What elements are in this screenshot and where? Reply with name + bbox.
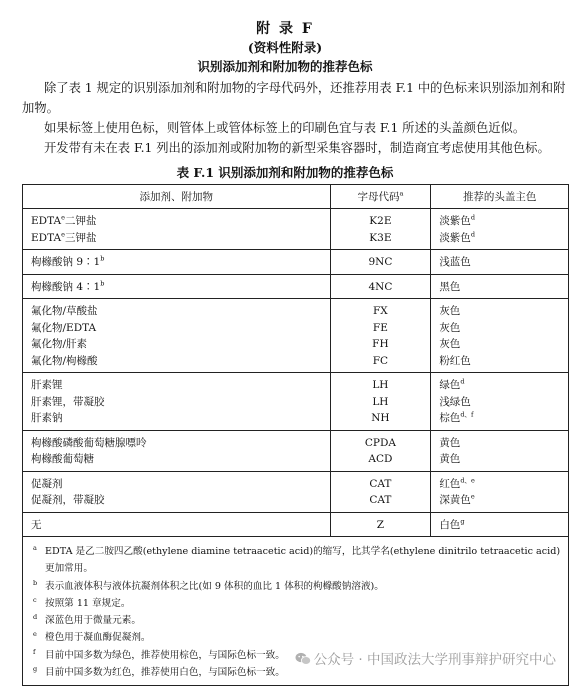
additive-name-text: 无: [31, 518, 42, 531]
footnote-text: 深蓝色用于微量元素。: [45, 615, 141, 627]
cap-color-sup: d、e: [460, 476, 475, 484]
additive-name-sup: b: [100, 279, 105, 287]
footnote-line: [45, 560, 560, 577]
table-row: [23, 250, 569, 275]
additive-name-text: 氟化物/EDTA: [31, 321, 97, 334]
additive-cell: [23, 299, 331, 373]
paragraph-1-line-1: 除了表 1 规定的识别添加剂和附加物的字母代码外，还推荐用表 F.1 中的色标来识别添加剂和附: [44, 81, 566, 95]
code-cell: [330, 512, 431, 537]
paragraph-1-line-2: 加物。: [22, 101, 59, 115]
watermark: [295, 648, 556, 668]
letter-code: 4NC: [368, 280, 393, 293]
letter-code: NH: [371, 412, 390, 424]
table-row: [23, 471, 569, 512]
header-additive: 添加剂、附加物: [23, 185, 331, 209]
cap-color-text: 棕色: [439, 412, 461, 424]
additive-name-sup: e: [61, 213, 65, 222]
wechat-icon: [295, 652, 311, 666]
footnote-text: 橙色用于凝血酶促凝剂。: [45, 632, 151, 644]
additive-name-text: 氟化物/枸橼酸: [31, 354, 98, 367]
cap-color-sup: d、f: [460, 410, 474, 419]
cap-color-sup: d: [470, 230, 475, 238]
cap-color-sup: e: [470, 492, 475, 501]
additive-name: [31, 254, 330, 271]
letter-code: FX: [373, 305, 388, 317]
table-header-row: [23, 185, 569, 209]
cap-color-sup: g: [460, 517, 465, 525]
additive-name: [31, 279, 330, 296]
letter-code: LH: [372, 395, 389, 408]
additive-name: [31, 394, 330, 411]
table-row: [23, 512, 569, 537]
additive-name-text: 肝素锂，带凝胶: [31, 395, 105, 408]
header-code-sup: a: [399, 189, 404, 198]
additive-name-text: 肝素钠: [31, 412, 63, 424]
table-row: [23, 209, 569, 250]
cap-color: [439, 435, 568, 452]
additive-cell: [23, 512, 331, 537]
footnote-text: 目前中国多数为红色，推荐使用白色，与国际色标一致。: [45, 667, 285, 679]
footnote-text: EDTA 是乙二胺四乙酸(ethylene diamine tetraacetic acid)的缩写，比其学名(ethylene dinitrilo tetraacetic acid): [45, 546, 561, 557]
cap-color-text: 白色: [439, 518, 461, 531]
cap-color: [439, 230, 568, 247]
table-caption: 表 F.1 识别添加剂和附加物的推荐色标: [176, 165, 394, 180]
table-body: [23, 209, 569, 537]
additive-cell: [23, 274, 331, 299]
additive-name-text: EDTA: [31, 215, 62, 227]
additive-name-text: 枸橼酸钠 9∶1: [31, 256, 101, 268]
additive-name-text: 枸橼酸磷酸葡萄糖腺嘌呤: [31, 436, 147, 449]
additive-name: [31, 435, 330, 452]
color-cell: [431, 373, 569, 431]
cap-color-text: 黄色: [439, 453, 461, 465]
watermark-text: 公众号 · 中国政法大学刑事辩护研究中心: [313, 652, 556, 668]
additive-name: [31, 303, 330, 320]
footnote-text: 目前中国多数为绿色，推荐使用棕色，与国际色标一致。: [45, 649, 285, 661]
color-cell: [431, 512, 569, 537]
additive-name: [31, 377, 330, 394]
cap-color-text: 淡紫色: [439, 215, 471, 227]
additive-name: [31, 320, 330, 337]
color-cell: [431, 209, 569, 250]
additive-name-text: 肝素锂: [31, 379, 63, 391]
code-cell: [330, 209, 431, 250]
letter-code: FE: [372, 321, 388, 334]
additive-name-text: 枸橼酸钠 4∶1: [31, 280, 101, 293]
cap-color-text: 灰色: [439, 338, 461, 350]
footnote-line: b 表示血液体积与液体抗凝剂体积之比(如 9 体积的血比 1 体积的枸橼酸钠溶液)。: [33, 578, 384, 592]
additive-name-text: 促凝剂，带凝胶: [31, 494, 105, 506]
cap-color: [439, 254, 568, 271]
cap-color: [439, 336, 568, 353]
code-cell: [330, 471, 431, 512]
additive-name-rest: 二钾盐: [64, 215, 97, 227]
footnote-line: c 按照第 11 章规定。: [33, 595, 131, 609]
annex-type: (资料性附录): [247, 40, 323, 55]
cap-color-text: 粉红色: [439, 354, 471, 367]
additive-name: [31, 230, 330, 247]
footnote-line: a EDTA 是乙二胺四乙酸(ethylene diamine tetraacetic acid)的缩写，比其学名(ethylene dinitrilo tetraacetic acid): [33, 544, 561, 557]
cap-color: [439, 320, 568, 337]
footnote-line: f 目前中国多数为绿色，推荐使用棕色，与国际色标一致。: [33, 647, 285, 661]
letter-code: K3E: [369, 231, 392, 244]
cap-color: [439, 492, 568, 509]
cap-color-text: 灰色: [439, 321, 461, 334]
additive-name: [31, 336, 330, 353]
letter-code: Z: [376, 518, 385, 531]
footnote-text: 表示血液体积与液体抗凝剂体积之比(如 9 体积的血比 1 体积的枸橼酸钠溶液)。: [45, 580, 384, 592]
color-cell: [431, 250, 569, 275]
letter-code: CAT: [369, 494, 392, 506]
cap-color-text: 淡紫色: [439, 231, 471, 244]
cap-color-text: 红色: [439, 477, 461, 490]
letter-code: LH: [372, 379, 389, 391]
additive-name-sup: e: [61, 230, 65, 238]
color-cell: [431, 274, 569, 299]
additive-name-text: 枸橼酸葡萄糖: [31, 453, 94, 465]
letter-code: CAT: [369, 477, 392, 490]
code-cell: [330, 274, 431, 299]
letter-code: FC: [372, 354, 389, 367]
cap-color-sup: d: [470, 213, 475, 222]
additive-name-text: EDTA: [31, 231, 62, 244]
code-cell: [330, 430, 431, 471]
additive-cell: [23, 471, 331, 512]
paragraph-2: 如果标签上使用色标，则管体上或管体标签上的印刷色宜与表 F.1 所述的头盖颜色近似。: [44, 121, 526, 135]
letter-code: CPDA: [364, 436, 396, 449]
footnote-line: d 深蓝色用于微量元素。: [33, 613, 141, 627]
code-cell: [330, 250, 431, 275]
annex-subject: 识别添加剂和附加物的推荐色标: [197, 59, 373, 74]
table-row: [23, 299, 569, 373]
code-cell: [330, 373, 431, 431]
color-cell: [431, 430, 569, 471]
cap-color-sup: d: [460, 377, 465, 386]
table-row: [23, 373, 569, 431]
cap-color: [439, 410, 568, 427]
color-cell: [431, 299, 569, 373]
additive-cell: [23, 250, 331, 275]
cap-color: [439, 353, 568, 370]
additive-name-text: 氟化物/草酸盐: [31, 305, 98, 317]
footnote-line: e 橙色用于凝血酶促凝剂。: [33, 630, 151, 644]
cap-color-text: 深黄色: [439, 494, 471, 506]
cap-color: [439, 476, 568, 493]
additive-color-table: [22, 184, 569, 686]
additive-name-rest: 三钾盐: [64, 231, 97, 244]
additive-name: [31, 410, 330, 427]
cap-color-text: 浅蓝色: [439, 256, 471, 268]
annex-title: 附 录 F: [256, 21, 314, 37]
cap-color: [439, 213, 568, 230]
cap-color: [439, 279, 568, 296]
footnote-text: 按照第 11 章规定。: [45, 597, 131, 609]
additive-name: [31, 353, 330, 370]
table-row: [23, 274, 569, 299]
additive-name: [31, 517, 330, 534]
letter-code: 9NC: [368, 256, 393, 268]
footnote-line: g 目前中国多数为红色，推荐使用白色，与国际色标一致。: [33, 665, 285, 679]
cap-color: [439, 394, 568, 411]
additive-cell: [23, 430, 331, 471]
header-code: [330, 185, 431, 209]
letter-code: FH: [372, 338, 389, 350]
paragraph-3: 开发带有未在表 F.1 列出的添加剂或附加物的新型采集容器时，制造商宜考虑使用其他色标。: [44, 141, 550, 155]
letter-code: ACD: [368, 453, 393, 465]
cap-color: [439, 303, 568, 320]
cap-color-text: 绿色: [439, 379, 461, 391]
footnote-text: 更加常用。: [45, 563, 93, 575]
cap-color: [439, 377, 568, 394]
header-code-label: 字母代码: [357, 191, 400, 203]
additive-name-text: 氟化物/肝素: [31, 338, 88, 350]
cap-color-text: 黑色: [439, 280, 461, 293]
additive-name: [31, 451, 330, 468]
table-row: [23, 430, 569, 471]
letter-code: K2E: [369, 215, 392, 227]
additive-name-text: 促凝剂: [31, 477, 63, 490]
cap-color-text: 黄色: [439, 436, 461, 449]
code-cell: [330, 299, 431, 373]
cap-color-text: 灰色: [439, 305, 461, 317]
additive-cell: [23, 373, 331, 431]
additive-name: [31, 213, 330, 230]
additive-name: [31, 492, 330, 509]
additive-cell: [23, 209, 331, 250]
additive-name-sup: b: [100, 254, 105, 263]
cap-color: [439, 517, 568, 534]
cap-color: [439, 451, 568, 468]
additive-name: [31, 476, 330, 493]
header-color: 推荐的头盖主色: [431, 185, 569, 209]
cap-color-text: 浅绿色: [439, 395, 471, 408]
color-cell: [431, 471, 569, 512]
